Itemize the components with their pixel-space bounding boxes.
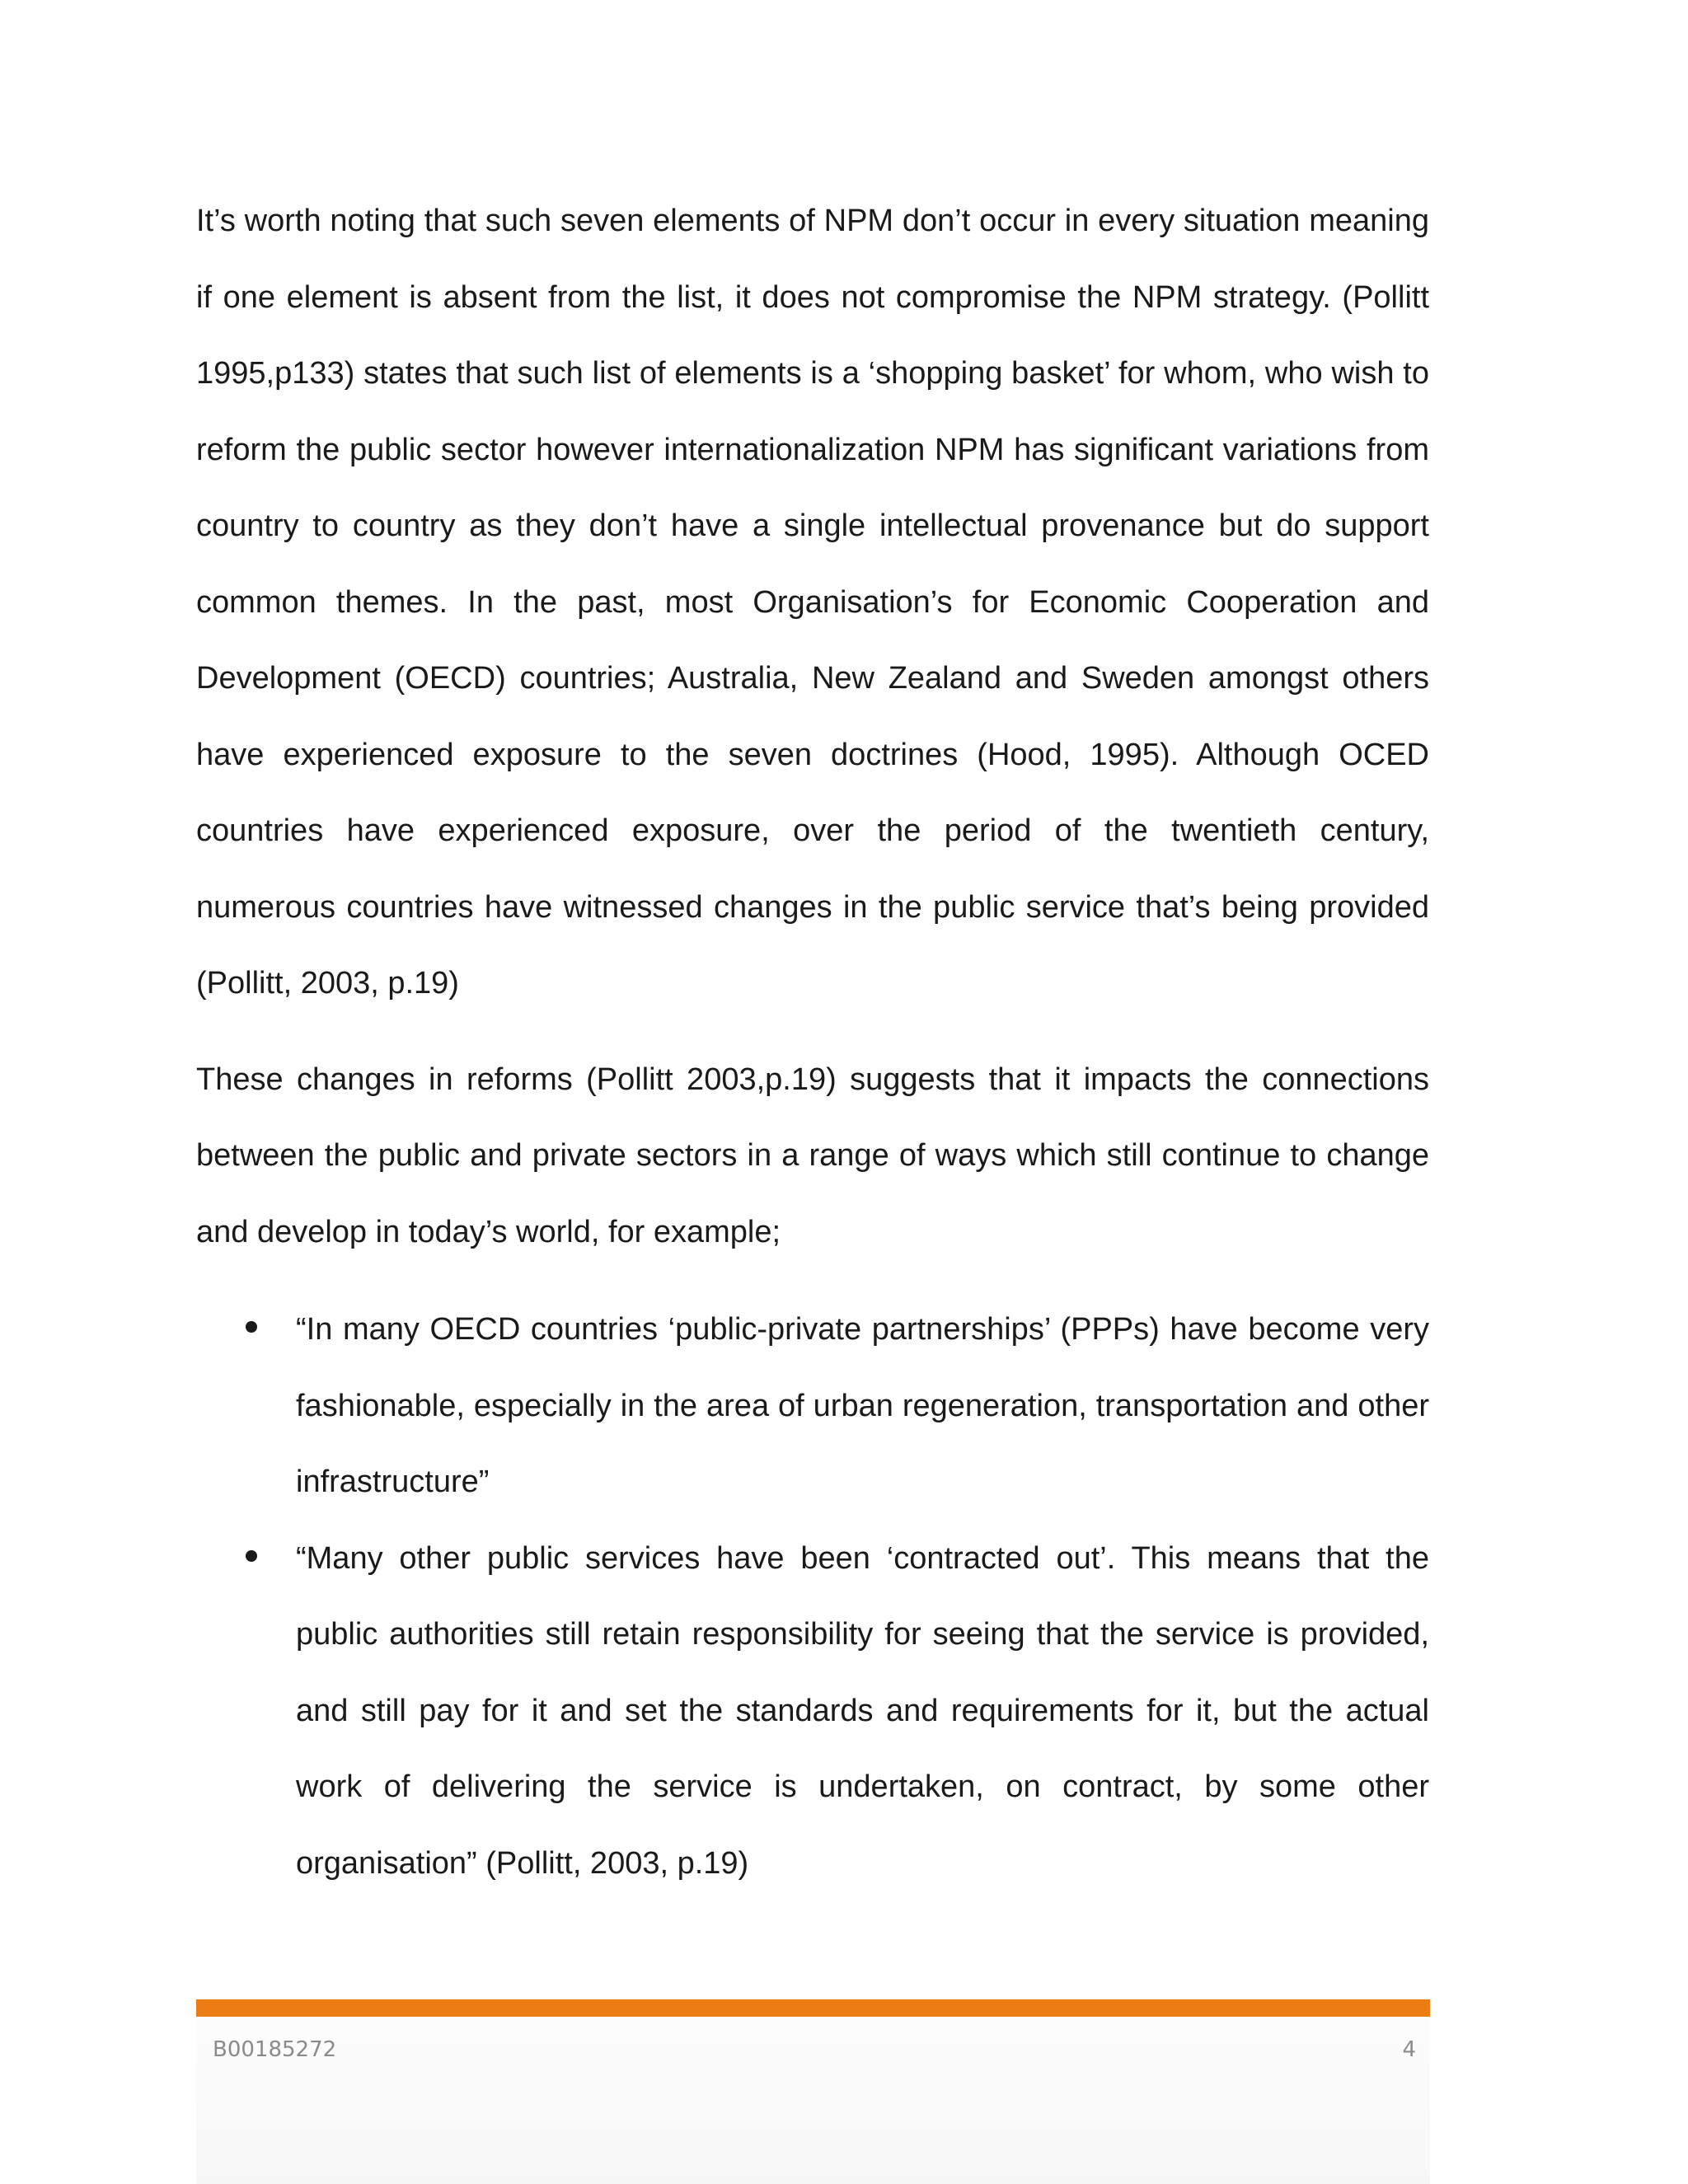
example-bullet-list xyxy=(196,1291,1429,1901)
bullet-dot-icon xyxy=(246,1321,257,1333)
bullet-text: “In many OECD countries ‘public-private partnerships’ (PPPs) have become very fashionable, especially in the area of urban regeneration, transportation and other infrastructure” xyxy=(296,1312,1429,1499)
footer-band xyxy=(196,2017,1430,2184)
bullet-dot-icon xyxy=(246,1550,257,1562)
footer-orange-rule xyxy=(196,1999,1430,2017)
paragraph-reform-changes: These changes in reforms (Pollitt 2003,p.19) suggests that it impacts the connections between the public and private sectors in a range of ways which still continue to change and develop in today’s world, for example; xyxy=(196,1062,1429,1249)
footer-student-id: B00185272 xyxy=(213,2037,337,2062)
footer-page-number: 4 xyxy=(1402,2037,1416,2062)
bullet-item-ppps xyxy=(196,1291,1429,1521)
bullet-text: “Many other public services have been ‘contracted out’. This means that the public authorities still retain responsibility for seeing that the service is provided, and still pay for it and set the standards and requirements for it, but the actual work of delivering the service is undertaken, on contract, by some other organisation” (Pollitt, 2003, p.19) xyxy=(296,1540,1429,1881)
body-text xyxy=(196,183,1429,1901)
paragraph-npm-elements: It’s worth noting that such seven elements of NPM don’t occur in every situation meaning if one element is absent from the list, it does not compromise the NPM strategy. (Pollitt 1995,p133) states that such list of elements is a ‘shopping basket’ for whom, who wish to reform the public sector however internationalization NPM has significant variations from country to country as they don’t have a single intellectual provenance but do support common themes. In the past, most Organisation’s for Economic Cooperation and Development (OECD) countries; Australia, New Zealand and Sweden amongst others have experienced exposure to the seven doctrines (Hood, 1995). Although OCED countries have experienced exposure, over the period of the twentieth century, numerous countries have witnessed changes in the public service that’s being provided (Pollitt, 2003, p.19) xyxy=(196,204,1429,1001)
bullet-item-contracted-out xyxy=(196,1521,1429,1902)
